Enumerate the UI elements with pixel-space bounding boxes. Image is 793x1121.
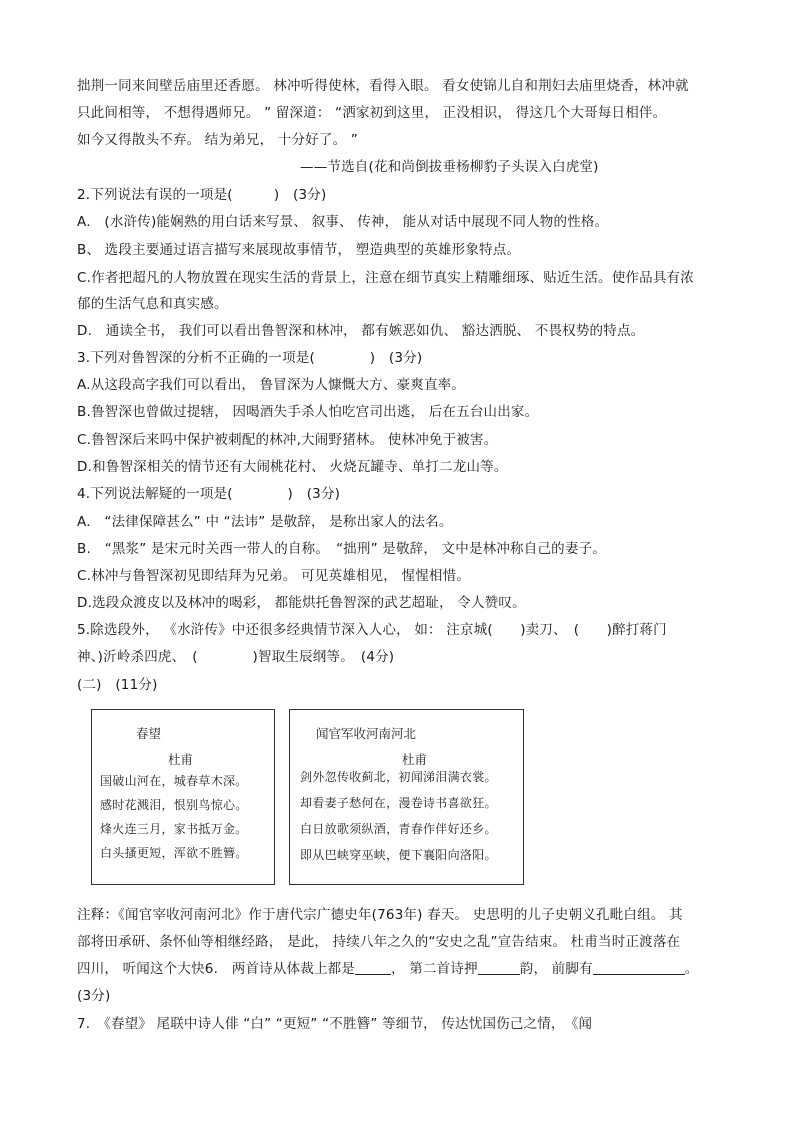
poem-line: 白头搔更短，浑欲不胜簪。 xyxy=(100,846,248,860)
poem-title: 春望 xyxy=(136,726,162,741)
q4-option-c: C.林冲与鲁智深初见即结拜为兄弟。 可见英雄相见， 惺惺相惜。 xyxy=(77,568,470,584)
q3-option-d: D.和鲁智深相关的情节还有大闹桃花村、 火烧瓦罐寺、单打二龙山等。 xyxy=(77,459,508,475)
poem-box-spring-view xyxy=(91,709,275,885)
poem-author: 杜甫 xyxy=(402,752,428,767)
passage-line-2: 只此间相等， 不想得遇师兄。 ” 留深道： “洒家初到这里， 正没相识， 得这几个大哥每日相伴。 xyxy=(77,105,667,121)
section-two-heading: (二) (11分) xyxy=(77,677,158,693)
answer-blank-genre[interactable] xyxy=(355,960,391,975)
q2-option-c: C.作者把超凡的人物放置在现实生活的背景上，注意在细节真实上精雕细琢、贴近生活。使作品具有浓 xyxy=(77,270,694,286)
note-text-a: 四川， 听闻这个大快6. 两首诗从体裁上都是 xyxy=(77,961,356,977)
q3-option-b: B.鲁智深也曾做过提辖， 因喝酒失手杀人怕吃宫司出逃， 后在五台山出家。 xyxy=(77,404,539,420)
q2-stem: 2.下列说法有误的一项是( ) (3分) xyxy=(77,187,327,203)
passage-line-3: 如今又得散头不弃。 结为弟兄， 十分好了。 ” xyxy=(77,132,358,148)
poem-title: 闻官军收河南河北 xyxy=(316,726,417,741)
q4-option-d: D.选段众渡皮以及林冲的喝彩， 都能烘托鲁智深的武艺超耻， 令人赞叹。 xyxy=(77,595,526,611)
q2-option-d: D. 通读全书， 我们可以看出鲁智深和林冲， 都有嫉恶如仇、 豁达洒脱、 不畏权势的特点。 xyxy=(77,323,645,339)
note-text-c: 韵， 前脚有 xyxy=(519,961,593,977)
q3-option-c: C.鲁智深后来吗中保护被刺配的林冲,大闹野猪林。 使林冲免于被害。 xyxy=(77,432,498,448)
note-text-d: 。 xyxy=(684,961,699,977)
note-text-b: ， 第二首诗押 xyxy=(391,961,478,977)
passage-line-1: 拙荆一同来间壁岳庙里还香愿。 林冲听得使林，看得入眼。 看女使锦儿自和荆妇去庙里烧香，林冲就 xyxy=(77,78,689,94)
q2-option-b: B、 选段主要通过语言描写来展现故事情节， 塑造典型的英雄形象特点。 xyxy=(77,242,521,258)
note-line-2: 部将田承研、条怀仙等相继经路， 是此， 持续八年之久的“安史之乱”宣告结束。 杜甫当时正渡落在 xyxy=(77,934,681,950)
q4-option-a: A. “法律保障甚么” 中 “法讳” 是敬辞， 是称出家人的法名。 xyxy=(77,514,453,530)
q2-option-a: A. (水浒传)能娴熟的用白话来写景、 叙事、 传神， 能从对话中展现不同人物的性格。 xyxy=(77,214,609,230)
poem-line: 即从巴峡穿巫峡，便下襄阳向洛阳。 xyxy=(300,848,497,862)
poem-line: 感时花溅泪，恨别鸟惊心。 xyxy=(100,798,248,812)
poem-line: 国破山河在，城春草木深。 xyxy=(100,774,248,788)
q5-stem-line-2: 神、)沂岭杀四虎、 ( )智取生辰纲等。 (4分) xyxy=(77,649,395,665)
q5-stem-line-1: 5.除选段外， 《水浒传》中还很多经典情节深入人心， 如： 注京城( )卖刀、 ( )醉打蒋门 xyxy=(77,622,667,638)
answer-blank-couplet[interactable] xyxy=(593,960,685,975)
note-line-3 xyxy=(77,959,698,979)
note-line-1: 注释：《闻官宰收河南河北》作于唐代宗广德史年(763年) 春天。 史思明的儿子史朝义孔毗白组。 其 xyxy=(77,907,683,923)
q4-stem: 4.下列说法解疑的一项是( ) (3分) xyxy=(77,486,341,502)
poem-line: 却看妻子愁何在，漫卷诗书喜欲狂。 xyxy=(300,796,497,810)
poem-author: 杜甫 xyxy=(168,752,194,767)
note-score: (3分) xyxy=(77,988,111,1004)
q4-option-b: B. “黑浆” 是宋元时关西一带人的自称。 “拙刑” 是敬辞， 文中是林冲称自己的妻子。 xyxy=(77,541,606,557)
q3-option-a: A.从这段高字我们可以看出， 鲁冒深为人慷慨大方、豪爽直率。 xyxy=(77,377,466,393)
poem-line: 剑外忽传收蓟北，初闻涕泪满衣裳。 xyxy=(300,770,497,784)
q3-stem: 3.下列对鲁智深的分析不正确的一项是( ) (3分) xyxy=(77,350,423,366)
poem-box-victory-news xyxy=(289,709,524,885)
poem-line: 烽火连三月，家书抵万金。 xyxy=(100,822,248,836)
passage-source: ——节选自(花和尚倒拔垂杨柳豹子头误入白虎堂) xyxy=(300,159,599,175)
q7-stem: 7. 《春望》 尾联中诗人俳 “白” “更短” “不胜簪” 等细节， 传达忧国伤己之情， 《闻 xyxy=(77,1016,593,1032)
poem-line: 白日放歌须纵酒，青春作伴好还乡。 xyxy=(300,822,497,836)
answer-blank-rhyme[interactable] xyxy=(478,960,520,975)
q2-option-c-cont: 郁的生活气息和真实感。 xyxy=(77,296,228,312)
